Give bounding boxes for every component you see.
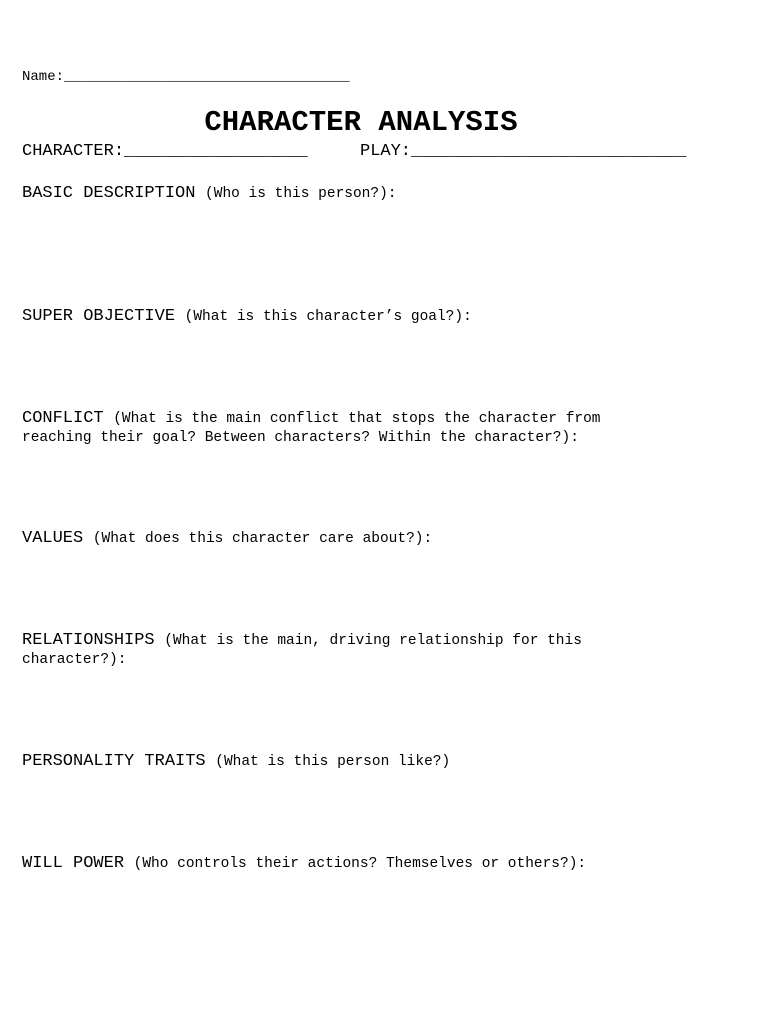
section-basic-description <box>22 184 642 203</box>
section-prompt: (What is this person like?) <box>215 754 451 770</box>
play-label: PLAY: <box>360 142 412 161</box>
play-field <box>360 142 686 161</box>
section-prompt: (Who controls their actions? Themselves or others?): <box>133 856 587 872</box>
section-prompt: (What is this character’s goal?): <box>184 309 472 325</box>
section-prompt: (What does this character care about?): <box>92 531 433 547</box>
section-super-objective <box>22 307 642 326</box>
section-personality-traits <box>22 752 642 771</box>
play-blank[interactable]: ___________________________ <box>411 142 687 161</box>
worksheet-title: CHARACTER ANALYSIS <box>204 106 518 139</box>
name-field <box>22 69 350 85</box>
section-conflict <box>22 409 642 447</box>
section-prompt: (What is the main, driving relationship for this character?): <box>22 633 582 668</box>
section-label: PERSONALITY TRAITS <box>22 752 206 771</box>
section-label: VALUES <box>22 529 84 548</box>
section-label: WILL POWER <box>22 854 125 873</box>
section-label: RELATIONSHIPS <box>22 631 155 650</box>
section-prompt: (What is the main conflict that stops the character from reaching their goal? Between characters? Within the character?): <box>22 411 601 446</box>
section-label: CONFLICT <box>22 409 104 428</box>
section-will-power <box>22 854 642 873</box>
character-field <box>22 142 308 161</box>
section-relationships <box>22 631 642 669</box>
name-label: Name: <box>22 69 65 85</box>
section-values <box>22 529 642 548</box>
character-blank[interactable]: __________________ <box>124 142 308 161</box>
character-label: CHARACTER: <box>22 142 125 161</box>
section-label: SUPER OBJECTIVE <box>22 307 176 326</box>
name-blank[interactable]: __________________________________ <box>64 69 350 85</box>
section-prompt: (Who is this person?): <box>205 186 397 202</box>
section-label: BASIC DESCRIPTION <box>22 184 196 203</box>
